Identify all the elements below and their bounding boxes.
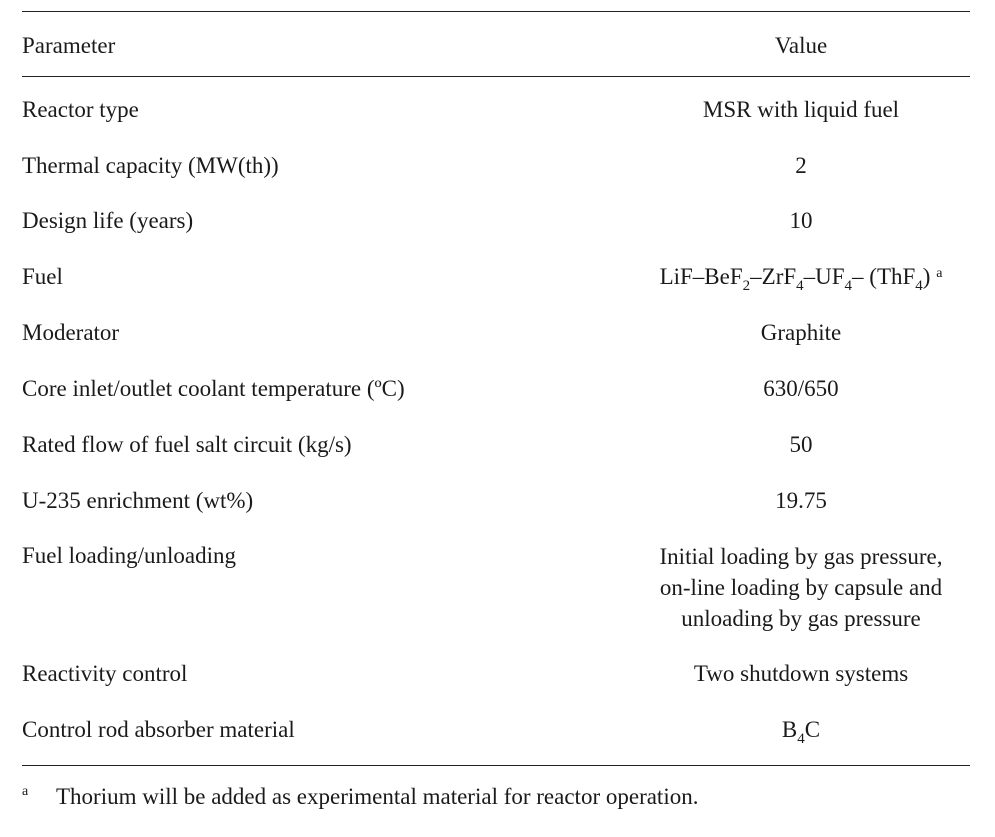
parameter-cell: Control rod absorber material [22, 717, 295, 742]
header-parameter: Parameter [22, 33, 116, 58]
parameters-table [22, 11, 970, 766]
header-value: Value [774, 33, 828, 58]
value-line: on-line loading by capsule and [659, 575, 943, 600]
parameter-cell: Core inlet/outlet coolant temperature (ºC) [22, 376, 405, 401]
parameter-cell: Fuel [22, 264, 63, 289]
table-body [22, 77, 970, 765]
value-line: Initial loading by gas pressure, [659, 544, 943, 569]
footnote-mark: a [22, 784, 29, 799]
value-cell: 10 [789, 208, 813, 233]
value-cell: Graphite [760, 320, 842, 345]
parameter-cell: U-235 enrichment (wt%) [22, 488, 254, 513]
parameter-cell: Rated flow of fuel salt circuit (kg/s) [22, 432, 352, 457]
value-cell: 19.75 [775, 488, 827, 513]
table-bottom-rule [22, 765, 970, 766]
footnote-reference: a [936, 266, 943, 281]
footnote-text: Thorium will be added as experimental material for reactor operation. [56, 784, 699, 809]
parameter-cell: Fuel loading/unloading [22, 543, 237, 568]
parameter-cell: Reactivity control [22, 661, 188, 686]
parameter-cell: Moderator [22, 320, 120, 345]
parameter-cell: Design life (years) [22, 208, 194, 233]
value-cell: Two shutdown systems [693, 661, 909, 686]
value-line: unloading by gas pressure [681, 606, 921, 631]
value-cell-multiline [635, 541, 967, 634]
table-header-row [22, 12, 970, 76]
value-cell: 50 [789, 432, 813, 457]
parameter-cell: Reactor type [22, 97, 139, 122]
value-cell: 630/650 [763, 376, 839, 401]
value-cell: MSR with liquid fuel [702, 97, 900, 122]
parameter-cell: Thermal capacity (MW(th)) [22, 153, 279, 178]
value-cell: 2 [795, 153, 807, 178]
value-cell-fuel: LiF–$BeF_2-ZrF_4-UF_4-$ (ThF$_4$) $^a$ [659, 264, 943, 294]
value-cell-absorber: $B_4C$ [781, 717, 821, 747]
